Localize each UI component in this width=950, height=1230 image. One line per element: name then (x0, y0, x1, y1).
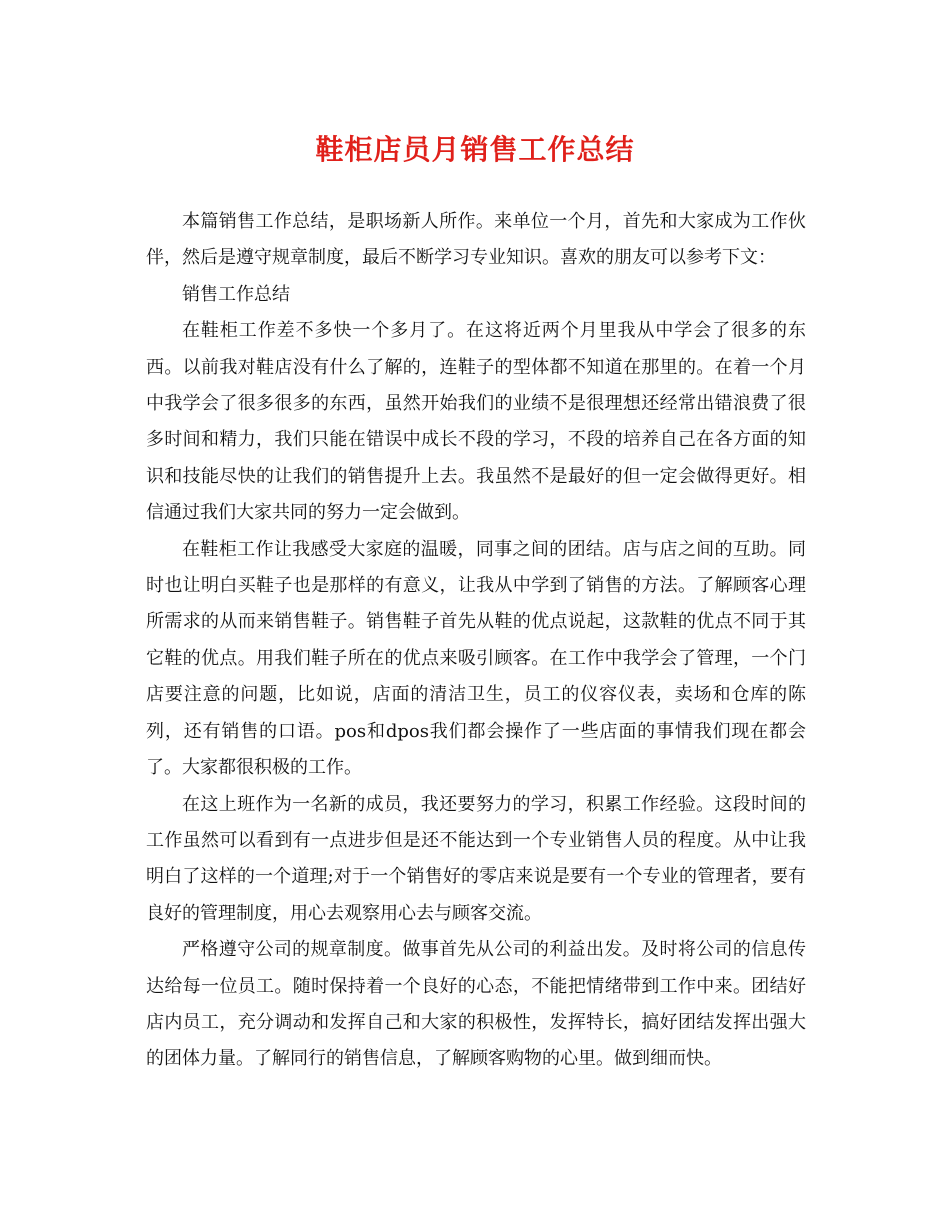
paragraph-intro: 本篇销售工作总结，是职场新人所作。来单位一个月，首先和大家成为工作伙伴，然后是遵守规章制度，最后不断学习专业知识。喜欢的朋友可以参考下文： (146, 211, 806, 269)
paragraph-2: 在鞋柜工作让我感受大家庭的温暖，同事之间的团结。店与店之间的互助。同时也让明白买鞋子也是那样的有意义，让我从中学到了销售的方法。了解顾客心理所需求的从而来销售鞋子。销售鞋子首先从鞋的优点说起，这款鞋的优点不同于其它鞋的优点。用我们鞋子所在的优点来吸引顾客。在工作中我学会了管理，一个门店要注意的问题，比如说，店面的清洁卫生，员工的仪容仪表，卖场和仓库的陈列，还有销售的口语。pos和dpos我们都会操作了一些店面的事情我们现在都会了。大家都很积极的工作。 (146, 538, 806, 779)
paragraph-1: 在鞋柜工作差不多快一个多月了。在这将近两个月里我从中学会了很多的东西。以前我对鞋店没有什么了解的，连鞋子的型体都不知道在那里的。在着一个月中我学会了很多很多的东西，虽然开始我们的业绩不是很理想还经常出错浪费了很多时间和精力，我们只能在错误中成长不段的学习，不段的培养自己在各方面的知识和技能尽快的让我们的销售提升上去。我虽然不是最好的但一定会做得更好。相信通过我们大家共同的努力一定会做到。 (146, 320, 806, 524)
document-title: 鞋柜店员月销售工作总结 (315, 133, 635, 166)
document-body (146, 204, 806, 1078)
paragraph-subheading: 销售工作总结 (182, 283, 290, 305)
paragraph-4: 严格遵守公司的规章制度。做事首先从公司的利益出发。及时将公司的信息传达给每一位员工。随时保持着一个良好的心态，不能把情绪带到工作中来。团结好店内员工，充分调动和发挥自己和大家的积极性，发挥特长，搞好团结发挥出强大的团体力量。了解同行的销售信息，了解顾客购物的心里。做到细而快。 (146, 939, 806, 1070)
paragraph-3: 在这上班作为一名新的成员，我还要努力的学习，积累工作经验。这段时间的工作虽然可以看到有一点进步但是还不能达到一个专业销售人员的程度。从中让我明白了这样的一个道理;对于一个销售好的零店来说是要有一个专业的管理者，要有良好的管理制度，用心去观察用心去与顾客交流。 (146, 793, 806, 924)
